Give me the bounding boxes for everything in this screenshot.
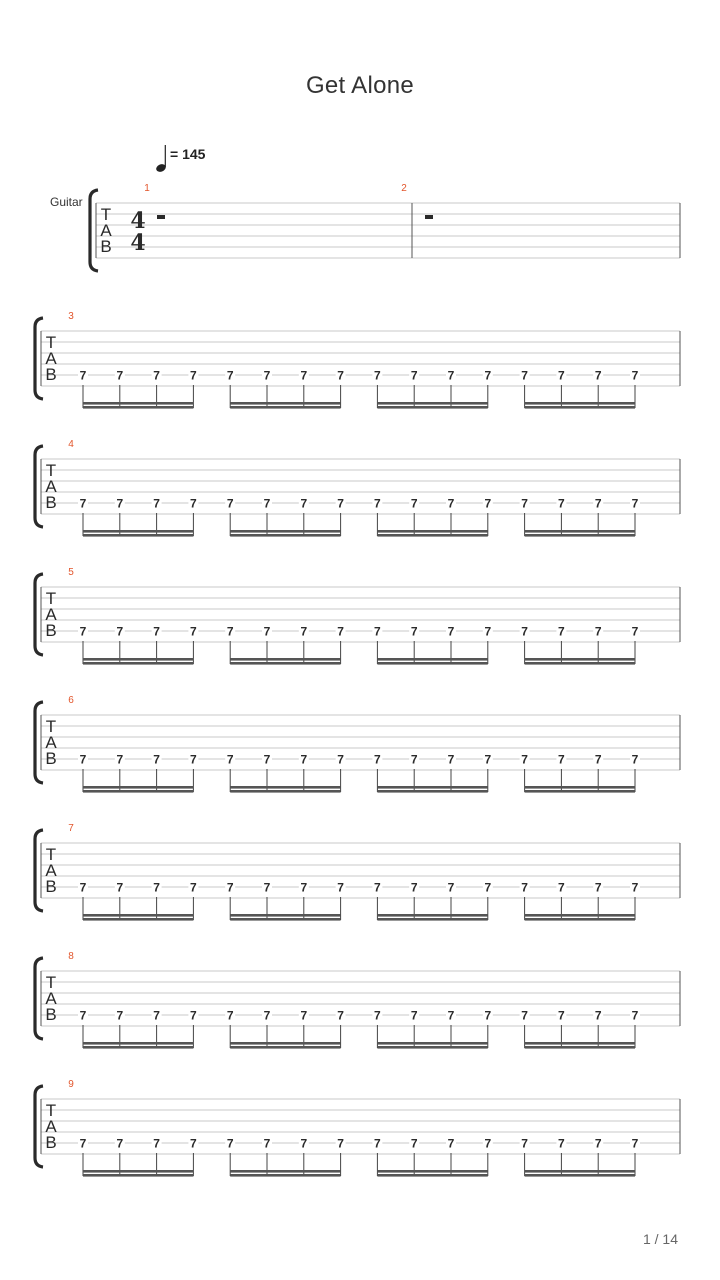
- fret-number: 7: [447, 1008, 455, 1023]
- fret-number: 7: [116, 1136, 124, 1151]
- beam-primary: [83, 402, 193, 405]
- beam-secondary: [230, 662, 340, 665]
- beam-group: [83, 513, 193, 537]
- fret-number: 7: [484, 496, 492, 511]
- tab-clef-letter: T: [45, 333, 57, 352]
- beam-secondary: [83, 918, 193, 921]
- beam-group: [377, 641, 487, 665]
- fret-number: 7: [153, 752, 160, 767]
- beam-group: [83, 641, 193, 665]
- bracket-curve: [35, 574, 43, 655]
- beam-primary: [525, 402, 635, 405]
- tab-clef-letter: B: [45, 877, 57, 896]
- tab-clef-letter: T: [45, 717, 57, 736]
- beam-secondary: [377, 918, 487, 921]
- fret-number: 7: [521, 368, 528, 383]
- fret-number: 7: [337, 880, 344, 895]
- fret-number: 7: [447, 624, 455, 639]
- fret-number: 7: [410, 1008, 418, 1023]
- fret-number: 7: [594, 880, 602, 895]
- tab-system: [35, 567, 680, 665]
- measure-number: 4: [68, 439, 74, 450]
- fret-number: 7: [594, 496, 602, 511]
- system-bracket: [90, 190, 98, 271]
- tab-clef-letter: A: [45, 477, 57, 496]
- beam-group: [230, 769, 340, 793]
- fret-number: 7: [300, 752, 308, 767]
- tab-clef-letter: T: [45, 461, 57, 480]
- time-signature-denominator: 4: [130, 230, 146, 256]
- fret-number: 7: [558, 880, 565, 895]
- beam-secondary: [525, 1046, 635, 1049]
- tab-system: [35, 439, 680, 537]
- fret-number: 7: [300, 1008, 308, 1023]
- fret-number: 7: [300, 1136, 308, 1151]
- beam-secondary: [525, 534, 635, 537]
- system-bracket: [35, 958, 43, 1039]
- beam-primary: [230, 914, 340, 917]
- track-name: Guitar: [50, 195, 83, 209]
- tab-system: [35, 311, 680, 409]
- beam-group: [230, 641, 340, 665]
- tab-system: [35, 695, 680, 793]
- bracket-curve: [35, 958, 43, 1039]
- fret-number: 7: [521, 752, 528, 767]
- beam-secondary: [525, 406, 635, 409]
- beam-secondary: [83, 1046, 193, 1049]
- fret-number: 7: [410, 1136, 418, 1151]
- beam-group: [230, 1153, 340, 1177]
- beam-secondary: [377, 534, 487, 537]
- fret-number: 7: [226, 752, 234, 767]
- tab-clef-letter: B: [45, 493, 57, 512]
- fret-number: 7: [594, 624, 602, 639]
- measure-number: 7: [68, 823, 74, 834]
- fret-number: 7: [116, 368, 124, 383]
- fret-number: 7: [374, 752, 381, 767]
- system-bracket: [35, 830, 43, 911]
- beam-group: [230, 385, 340, 409]
- beam-group: [377, 769, 487, 793]
- tab-clef-letter: B: [45, 365, 57, 384]
- beam-secondary: [525, 790, 635, 793]
- page-indicator: 1 / 14: [642, 1231, 678, 1247]
- beam-primary: [377, 1170, 487, 1173]
- fret-number: 7: [337, 496, 344, 511]
- beam-primary: [525, 1170, 635, 1173]
- fret-number: 7: [594, 752, 602, 767]
- beam-primary: [230, 1170, 340, 1173]
- fret-number: 7: [558, 1136, 565, 1151]
- fret-number: 7: [337, 752, 344, 767]
- beam-primary: [377, 658, 487, 661]
- beam-secondary: [525, 662, 635, 665]
- measure-number: 6: [68, 695, 74, 706]
- tab-clef-letter: A: [45, 1117, 57, 1136]
- fret-number: 7: [153, 624, 160, 639]
- fret-number: 7: [263, 624, 271, 639]
- beam-group: [377, 1153, 487, 1177]
- fret-number: 7: [410, 752, 418, 767]
- tab-clef-letter: B: [45, 621, 57, 640]
- measure-number: 2: [401, 183, 407, 194]
- beam-primary: [525, 786, 635, 789]
- beam-primary: [83, 1042, 193, 1045]
- beam-group: [525, 641, 635, 665]
- tab-clef-letter: A: [45, 989, 57, 1008]
- fret-number: 7: [484, 752, 492, 767]
- system-bracket: [35, 574, 43, 655]
- beam-primary: [377, 1042, 487, 1045]
- fret-number: 7: [190, 752, 197, 767]
- fret-number: 7: [116, 624, 124, 639]
- tab-clef-letter: B: [100, 237, 112, 256]
- song-title: Get Alone: [305, 72, 415, 99]
- tab-system: [35, 823, 680, 921]
- fret-number: 7: [153, 368, 160, 383]
- beam-primary: [83, 1170, 193, 1173]
- beam-group: [525, 897, 635, 921]
- beam-primary: [230, 530, 340, 533]
- beam-primary: [83, 914, 193, 917]
- beam-secondary: [525, 918, 635, 921]
- fret-number: 7: [337, 624, 344, 639]
- fret-number: 7: [447, 368, 455, 383]
- fret-number: 7: [190, 880, 197, 895]
- fret-number: 7: [631, 880, 639, 895]
- beam-secondary: [230, 790, 340, 793]
- fret-number: 7: [631, 752, 639, 767]
- fret-number: 7: [631, 1136, 639, 1151]
- bracket-curve: [35, 1086, 43, 1167]
- tab-clef-letter: B: [45, 1005, 57, 1024]
- fret-number: 7: [374, 368, 381, 383]
- beam-group: [525, 1025, 635, 1049]
- fret-number: 7: [337, 1136, 344, 1151]
- tab-clef-letter: A: [45, 349, 57, 368]
- fret-number: 7: [558, 624, 565, 639]
- beam-group: [525, 1153, 635, 1177]
- fret-number: 7: [263, 1008, 271, 1023]
- tab-clef-letter: T: [45, 845, 57, 864]
- fret-number: 7: [374, 624, 381, 639]
- fret-number: 7: [226, 624, 234, 639]
- tab-clef-letter: A: [45, 605, 57, 624]
- fret-number: 7: [337, 368, 344, 383]
- tab-clef-letter: A: [45, 861, 57, 880]
- fret-number: 7: [226, 496, 234, 511]
- tab-clef-letter: A: [45, 733, 57, 752]
- fret-number: 7: [484, 880, 492, 895]
- fret-number: 7: [153, 880, 160, 895]
- fret-number: 7: [558, 368, 565, 383]
- tab-clef-letter: T: [100, 205, 112, 224]
- beam-secondary: [525, 1174, 635, 1177]
- whole-rest-icon: [157, 215, 165, 219]
- tab-system: [90, 183, 680, 271]
- fret-number: 7: [594, 1136, 602, 1151]
- measure-number: 5: [68, 567, 74, 578]
- time-signature-numerator: 4: [130, 208, 146, 234]
- fret-number: 7: [337, 1008, 344, 1023]
- tempo-value: = 145: [170, 146, 206, 162]
- beam-group: [377, 385, 487, 409]
- beam-secondary: [83, 1174, 193, 1177]
- fret-number: 7: [631, 496, 639, 511]
- fret-number: 7: [226, 880, 234, 895]
- bracket-curve: [35, 702, 43, 783]
- tab-clef-letter: T: [45, 1101, 57, 1120]
- fret-number: 7: [447, 496, 455, 511]
- beam-secondary: [230, 1174, 340, 1177]
- fret-number: 7: [521, 1136, 528, 1151]
- bracket-curve: [35, 318, 43, 399]
- bracket-curve: [90, 190, 98, 271]
- whole-rest-icon: [425, 215, 433, 219]
- beam-secondary: [377, 662, 487, 665]
- fret-number: 7: [447, 752, 455, 767]
- beam-secondary: [83, 662, 193, 665]
- beam-secondary: [230, 1046, 340, 1049]
- beam-group: [83, 769, 193, 793]
- measure-number: 8: [68, 951, 74, 962]
- fret-number: 7: [263, 752, 271, 767]
- beam-primary: [525, 914, 635, 917]
- beam-primary: [230, 786, 340, 789]
- beam-group: [230, 513, 340, 537]
- fret-number: 7: [116, 496, 124, 511]
- fret-number: 7: [521, 880, 528, 895]
- beam-group: [83, 1025, 193, 1049]
- fret-number: 7: [484, 624, 492, 639]
- fret-number: 7: [484, 1008, 492, 1023]
- fret-number: 7: [226, 1008, 234, 1023]
- fret-number: 7: [410, 368, 418, 383]
- beam-secondary: [377, 406, 487, 409]
- fret-number: 7: [190, 624, 197, 639]
- fret-number: 7: [594, 1008, 602, 1023]
- fret-number: 7: [153, 496, 160, 511]
- fret-number: 7: [190, 496, 197, 511]
- bracket-curve: [35, 830, 43, 911]
- beam-primary: [377, 402, 487, 405]
- fret-number: 7: [374, 1136, 381, 1151]
- beam-secondary: [377, 1046, 487, 1049]
- fret-number: 7: [263, 496, 271, 511]
- tab-clef-letter: T: [45, 973, 57, 992]
- tab-clef-letter: B: [45, 1133, 57, 1152]
- beam-secondary: [230, 406, 340, 409]
- fret-number: 7: [374, 1008, 381, 1023]
- tab-system: [35, 951, 680, 1049]
- beam-secondary: [83, 534, 193, 537]
- fret-number: 7: [631, 624, 639, 639]
- beam-group: [377, 1025, 487, 1049]
- fret-number: 7: [374, 496, 381, 511]
- beam-group: [230, 897, 340, 921]
- fret-number: 7: [374, 880, 381, 895]
- fret-number: 7: [190, 1008, 197, 1023]
- system-bracket: [35, 702, 43, 783]
- fret-number: 7: [484, 368, 492, 383]
- beam-group: [525, 385, 635, 409]
- beam-primary: [377, 530, 487, 533]
- fret-number: 7: [410, 880, 418, 895]
- fret-number: 7: [79, 880, 87, 895]
- beam-primary: [230, 658, 340, 661]
- beam-primary: [83, 786, 193, 789]
- fret-number: 7: [263, 880, 271, 895]
- beam-secondary: [230, 918, 340, 921]
- beam-primary: [377, 786, 487, 789]
- fret-number: 7: [79, 1008, 87, 1023]
- system-bracket: [35, 446, 43, 527]
- beam-group: [83, 1153, 193, 1177]
- fret-number: 7: [116, 1008, 124, 1023]
- tab-system: [35, 1079, 680, 1177]
- beam-group: [525, 513, 635, 537]
- beam-group: [230, 1025, 340, 1049]
- fret-number: 7: [594, 368, 602, 383]
- fret-number: 7: [558, 752, 565, 767]
- fret-number: 7: [631, 1008, 639, 1023]
- fret-number: 7: [153, 1136, 160, 1151]
- beam-primary: [83, 658, 193, 661]
- beam-secondary: [377, 790, 487, 793]
- fret-number: 7: [116, 880, 124, 895]
- fret-number: 7: [410, 624, 418, 639]
- beam-group: [377, 897, 487, 921]
- tab-clef-letter: A: [100, 221, 112, 240]
- beam-primary: [230, 1042, 340, 1045]
- fret-number: 7: [631, 368, 639, 383]
- beam-group: [83, 897, 193, 921]
- system-bracket: [35, 318, 43, 399]
- fret-number: 7: [484, 1136, 492, 1151]
- fret-number: 7: [79, 752, 87, 767]
- beam-primary: [377, 914, 487, 917]
- fret-number: 7: [226, 1136, 234, 1151]
- fret-number: 7: [410, 496, 418, 511]
- fret-number: 7: [558, 496, 565, 511]
- beam-primary: [525, 1042, 635, 1045]
- tab-clef-letter: B: [45, 749, 57, 768]
- beam-primary: [230, 402, 340, 405]
- system-bracket: [35, 1086, 43, 1167]
- fret-number: 7: [300, 368, 308, 383]
- fret-number: 7: [263, 1136, 271, 1151]
- fret-number: 7: [300, 624, 308, 639]
- fret-number: 7: [190, 1136, 197, 1151]
- tab-clef-letter: T: [45, 589, 57, 608]
- beam-primary: [525, 530, 635, 533]
- fret-number: 7: [263, 368, 271, 383]
- fret-number: 7: [300, 880, 308, 895]
- beam-secondary: [377, 1174, 487, 1177]
- fret-number: 7: [447, 1136, 455, 1151]
- beam-primary: [83, 530, 193, 533]
- beam-primary: [525, 658, 635, 661]
- fret-number: 7: [153, 1008, 160, 1023]
- fret-number: 7: [521, 1008, 528, 1023]
- fret-number: 7: [226, 368, 234, 383]
- fret-number: 7: [558, 1008, 565, 1023]
- beam-group: [377, 513, 487, 537]
- fret-number: 7: [521, 496, 528, 511]
- fret-number: 7: [300, 496, 308, 511]
- beam-secondary: [83, 406, 193, 409]
- fret-number: 7: [79, 496, 87, 511]
- fret-number: 7: [190, 368, 197, 383]
- beam-secondary: [83, 790, 193, 793]
- fret-number: 7: [447, 880, 455, 895]
- fret-number: 7: [79, 368, 87, 383]
- measure-number: 9: [68, 1079, 74, 1090]
- fret-number: 7: [79, 624, 87, 639]
- measure-number: 3: [68, 311, 74, 322]
- beam-secondary: [230, 534, 340, 537]
- fret-number: 7: [79, 1136, 87, 1151]
- bracket-curve: [35, 446, 43, 527]
- measure-number: 1: [144, 183, 150, 194]
- fret-number: 7: [521, 624, 528, 639]
- beam-group: [525, 769, 635, 793]
- fret-number: 7: [116, 752, 124, 767]
- beam-group: [83, 385, 193, 409]
